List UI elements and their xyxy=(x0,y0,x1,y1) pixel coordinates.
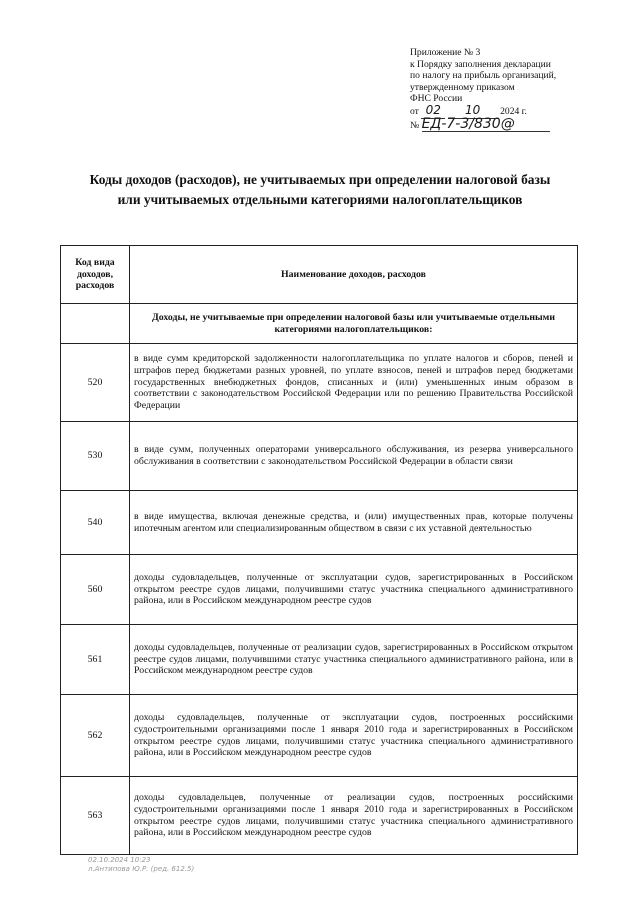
table-row xyxy=(61,344,578,422)
appendix-line: к Порядку заполнения декларации xyxy=(410,58,551,70)
row-code: 520 xyxy=(61,344,130,422)
order-number: ЕД-7-3/830@ xyxy=(421,115,515,132)
codes-table xyxy=(60,245,578,855)
row-code: 560 xyxy=(61,555,130,625)
appendix-number xyxy=(410,115,600,133)
header-code: Код вида доходов, расходов xyxy=(61,246,130,304)
row-text: в виде сумм, полученных операторами универсального обслуживания, из резерва универсального обслуживания в соответствии с законодательством Российской Федерации в области связи xyxy=(130,422,578,491)
row-text: доходы судовладельцев, полученные от эксплуатации судов, зарегистрированных в Российском открытом реестре судов лицами, получившими статус участника специального административного района, или в Российском международном реестре судов xyxy=(130,555,578,625)
date-prefix: от xyxy=(410,105,419,117)
section-row xyxy=(61,304,578,344)
row-text: в виде сумм кредиторской задолженности налогоплательщика по уплате налогов и сборов, пеней и штрафов перед бюджетами разных уровней, по уплате взносов, пеней и штрафов перед бюджетами государственных внебюджетных фондов, списанных и (или) уменьшенных иным образом в соответствии с законодательством Российской Федерации или по решению Правительства Российской Федерации xyxy=(130,344,578,422)
row-code: 540 xyxy=(61,491,130,555)
row-code: 530 xyxy=(61,422,130,491)
appendix-line: ФНС России xyxy=(410,93,463,105)
row-code: 562 xyxy=(61,695,130,777)
date-month: 10 xyxy=(465,102,481,117)
title-line: или учитываемых отдельными категориями налогоплательщиков xyxy=(117,192,523,207)
row-text: в виде имущества, включая денежные средства, и (или) имущественных прав, которые получены ипотечным агентом или специализированным обществом в связи с их уставной деятельностью xyxy=(130,491,578,555)
table-header-row xyxy=(61,246,578,304)
table-row xyxy=(61,422,578,491)
number-prefix: № xyxy=(410,119,420,131)
date-day: 02 xyxy=(425,102,441,117)
appendix-line: Приложение № 3 xyxy=(410,47,481,58)
table-row xyxy=(61,555,578,625)
footer-stamp xyxy=(88,856,194,874)
table-row xyxy=(61,491,578,555)
page-title xyxy=(40,170,600,210)
table-row xyxy=(61,695,578,777)
section-title: Доходы, не учитываемые при определении налоговой базы или учитываемые отдельными категориями налогоплательщиков: xyxy=(130,304,578,344)
appendix-line: по налогу на прибыль организаций, xyxy=(410,70,557,82)
row-text: доходы судовладельцев, полученные от эксплуатации судов, построенных российскими судостроительными организациями после 1 января 2010 года и зарегистрированных в Российском открытом реестре судов лицами, получившими статус участника специального административного района, или в Российском международном реестре судов xyxy=(130,695,578,777)
date-year: 2024 г. xyxy=(500,105,527,117)
table-row xyxy=(61,777,578,855)
appendix-block xyxy=(410,47,600,132)
row-text: доходы судовладельцев, полученные от реализации судов, зарегистрированных в Российском открытом реестре судов лицами, получившими статус участника специального административного района, или в Российском международном реестре судов xyxy=(130,625,578,695)
title-line: Коды доходов (расходов), не учитываемых при определении налоговой базы xyxy=(89,172,551,187)
row-code: 561 xyxy=(61,625,130,695)
header-name: Наименование доходов, расходов xyxy=(130,246,578,304)
section-code-cell xyxy=(61,304,130,344)
appendix-line: утвержденному приказом xyxy=(410,81,515,93)
table-row xyxy=(61,625,578,695)
row-text: доходы судовладельцев, полученные от реализации судов, построенных российскими судостроительными организациями после 1 января 2010 года и зарегистрированных в Российском открытом реестре судов лицами, получившими статус участника специального административного района, или в Российском международном реестре судов xyxy=(130,777,578,855)
row-code: 563 xyxy=(61,777,130,855)
footer-line: л.Антипова Ю.Р. (ред. 612.5) xyxy=(88,865,195,873)
footer-line: 02.10.2024 10:23 xyxy=(88,856,151,864)
